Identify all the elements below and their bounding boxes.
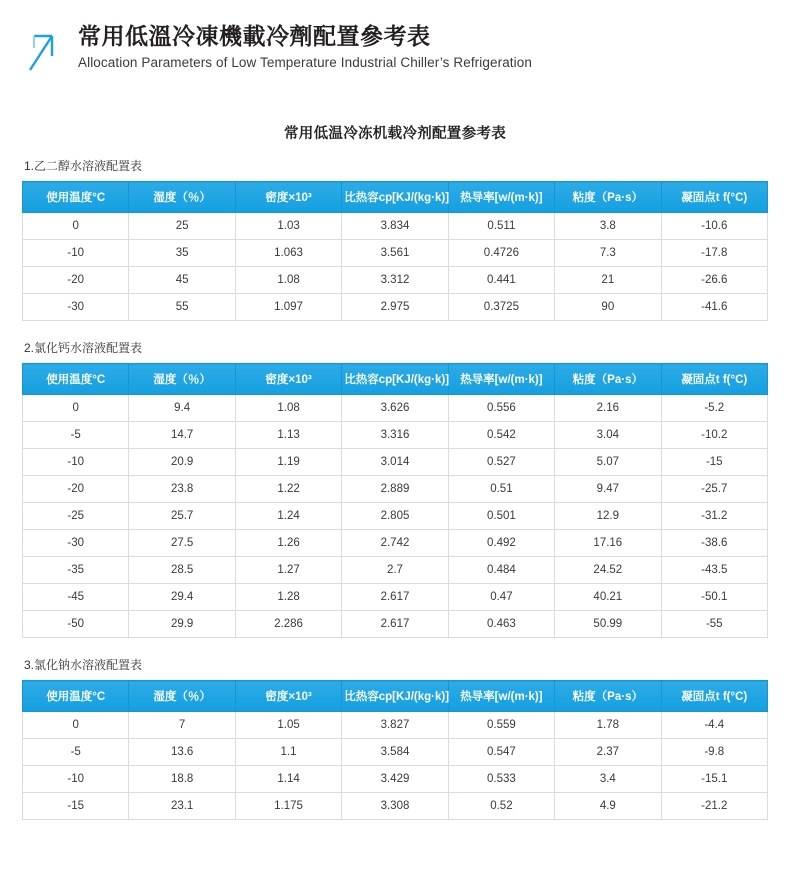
cell: -10 <box>23 449 129 476</box>
cell: -38.6 <box>661 530 767 557</box>
cell: 28.5 <box>129 557 235 584</box>
cell: 12.9 <box>555 503 661 530</box>
column-header-temperature: 使用温度°C <box>23 681 129 712</box>
cell: 1.78 <box>555 712 661 739</box>
document-title: 常用低温冷冻机载冷剂配置参考表 <box>284 126 506 142</box>
cell: 35 <box>129 240 235 267</box>
cell: 1.22 <box>235 476 341 503</box>
cell: 17.16 <box>555 530 661 557</box>
cell: 2.617 <box>342 584 448 611</box>
cell: -5 <box>23 739 129 766</box>
cell: 90 <box>555 294 661 321</box>
cell: 0.501 <box>448 503 554 530</box>
cell: -17.8 <box>661 240 767 267</box>
cell: -9.8 <box>661 739 767 766</box>
cell: 14.7 <box>129 422 235 449</box>
cell: 0.4726 <box>448 240 554 267</box>
cell: 40.21 <box>555 584 661 611</box>
table-row <box>23 712 768 739</box>
cell: -45 <box>23 584 129 611</box>
column-header-density: 密度×10³ <box>235 364 341 395</box>
cell: 25 <box>129 213 235 240</box>
cell: 0.3725 <box>448 294 554 321</box>
table-row <box>23 557 768 584</box>
cell: 29.4 <box>129 584 235 611</box>
cell: 20.9 <box>129 449 235 476</box>
column-header-temperature: 使用温度°C <box>23 182 129 213</box>
cell: 1.175 <box>235 793 341 820</box>
cell: 1.063 <box>235 240 341 267</box>
cell: 1.27 <box>235 557 341 584</box>
cell: 2.742 <box>342 530 448 557</box>
table-calcium-chloride <box>22 363 768 638</box>
column-header-density: 密度×10³ <box>235 182 341 213</box>
cell: 1.14 <box>235 766 341 793</box>
column-header-viscosity: 粘度（Pa·s） <box>555 681 661 712</box>
cell: 21 <box>555 267 661 294</box>
cell: 9.47 <box>555 476 661 503</box>
table-row <box>23 267 768 294</box>
cell: 29.9 <box>129 611 235 638</box>
cell: 7 <box>129 712 235 739</box>
cell: 2.37 <box>555 739 661 766</box>
cell: 50.99 <box>555 611 661 638</box>
column-header-freezing-point: 凝固点t f(°C) <box>661 364 767 395</box>
cell: 3.8 <box>555 213 661 240</box>
column-header-specific-heat: 比热容cp[KJ/(kg·k)] <box>342 182 448 213</box>
cell: 0.533 <box>448 766 554 793</box>
table-header-row <box>23 364 768 395</box>
cell: -55 <box>661 611 767 638</box>
column-header-conductivity: 热导率[w/(m·k)] <box>448 182 554 213</box>
cell: 0.463 <box>448 611 554 638</box>
cell: 0.527 <box>448 449 554 476</box>
cell: 0.492 <box>448 530 554 557</box>
cell: -43.5 <box>661 557 767 584</box>
cell: 24.52 <box>555 557 661 584</box>
cell: 23.1 <box>129 793 235 820</box>
cell: 3.429 <box>342 766 448 793</box>
cell: 4.9 <box>555 793 661 820</box>
cell: 55 <box>129 294 235 321</box>
table-header-row <box>23 182 768 213</box>
table-row <box>23 611 768 638</box>
column-header-specific-heat: 比热容cp[KJ/(kg·k)] <box>342 681 448 712</box>
table-row <box>23 395 768 422</box>
cell: -10.6 <box>661 213 767 240</box>
cell: -4.4 <box>661 712 767 739</box>
column-header-viscosity: 粘度（Pa·s） <box>555 182 661 213</box>
cell: -15 <box>23 793 129 820</box>
section-ethylene-glycol <box>22 157 768 321</box>
section-sodium-chloride <box>22 656 768 820</box>
cell: 3.312 <box>342 267 448 294</box>
cell: 1.28 <box>235 584 341 611</box>
cell: 0.47 <box>448 584 554 611</box>
section-title: 1.乙二醇水溶液配置表 <box>24 159 143 173</box>
cell: -5 <box>23 422 129 449</box>
cell: 27.5 <box>129 530 235 557</box>
page-content <box>0 122 790 820</box>
table-row <box>23 449 768 476</box>
table-row <box>23 476 768 503</box>
cell: -26.6 <box>661 267 767 294</box>
table-sodium-chloride <box>22 680 768 820</box>
table-row <box>23 503 768 530</box>
cell: 2.617 <box>342 611 448 638</box>
column-header-humidity: 湿度（％） <box>129 681 235 712</box>
cell: 5.07 <box>555 449 661 476</box>
table-row <box>23 294 768 321</box>
cell: 0.52 <box>448 793 554 820</box>
column-header-conductivity: 热导率[w/(m·k)] <box>448 364 554 395</box>
cell: 3.308 <box>342 793 448 820</box>
cell: 3.4 <box>555 766 661 793</box>
cell: 1.24 <box>235 503 341 530</box>
cell: 1.1 <box>235 739 341 766</box>
cell: -25.7 <box>661 476 767 503</box>
cell: -10 <box>23 240 129 267</box>
cell: -21.2 <box>661 793 767 820</box>
cell: -31.2 <box>661 503 767 530</box>
cell: 3.014 <box>342 449 448 476</box>
cell: 1.05 <box>235 712 341 739</box>
cell: -15.1 <box>661 766 767 793</box>
cell: 0.441 <box>448 267 554 294</box>
table-header-row <box>23 681 768 712</box>
cell: 1.097 <box>235 294 341 321</box>
cell: -30 <box>23 530 129 557</box>
cell: 0.559 <box>448 712 554 739</box>
cell: 1.26 <box>235 530 341 557</box>
cell: 2.805 <box>342 503 448 530</box>
cell: 18.8 <box>129 766 235 793</box>
table-row <box>23 766 768 793</box>
cell: 2.889 <box>342 476 448 503</box>
column-header-humidity: 湿度（％） <box>129 364 235 395</box>
cell: -20 <box>23 267 129 294</box>
cell: 7.3 <box>555 240 661 267</box>
section-calcium-chloride <box>22 339 768 638</box>
cell: 0 <box>23 395 129 422</box>
table-row <box>23 240 768 267</box>
column-header-humidity: 湿度（％） <box>129 182 235 213</box>
cell: 2.7 <box>342 557 448 584</box>
cell: 1.19 <box>235 449 341 476</box>
cell: 3.584 <box>342 739 448 766</box>
cell: 0.547 <box>448 739 554 766</box>
cell: 3.316 <box>342 422 448 449</box>
cell: -35 <box>23 557 129 584</box>
table-ethylene-glycol <box>22 181 768 321</box>
column-header-freezing-point: 凝固点t f(°C) <box>661 182 767 213</box>
cell: -30 <box>23 294 129 321</box>
cell: 13.6 <box>129 739 235 766</box>
cell: 2.16 <box>555 395 661 422</box>
table-row <box>23 739 768 766</box>
cell: 3.04 <box>555 422 661 449</box>
column-header-viscosity: 粘度（Pa·s） <box>555 364 661 395</box>
cell: 45 <box>129 267 235 294</box>
column-header-freezing-point: 凝固点t f(°C) <box>661 681 767 712</box>
cell: -15 <box>661 449 767 476</box>
cell: -50 <box>23 611 129 638</box>
table-row <box>23 530 768 557</box>
cell: -20 <box>23 476 129 503</box>
cell: 3.827 <box>342 712 448 739</box>
cell: 3.626 <box>342 395 448 422</box>
header-text-block <box>78 22 532 70</box>
column-header-temperature: 使用温度°C <box>23 364 129 395</box>
table-row <box>23 793 768 820</box>
cell: 1.08 <box>235 267 341 294</box>
cell: 1.03 <box>235 213 341 240</box>
cell: -10.2 <box>661 422 767 449</box>
page-subtitle: Allocation Parameters of Low Temperature Industrial Chiller’s Refrigeration <box>78 54 532 70</box>
cell: 0.542 <box>448 422 554 449</box>
cell: 0.511 <box>448 213 554 240</box>
cell: 23.8 <box>129 476 235 503</box>
column-header-conductivity: 热导率[w/(m·k)] <box>448 681 554 712</box>
cell: -5.2 <box>661 395 767 422</box>
section-title: 2.氯化钙水溶液配置表 <box>24 341 143 355</box>
column-header-specific-heat: 比热容cp[KJ/(kg·k)] <box>342 364 448 395</box>
cell: 3.561 <box>342 240 448 267</box>
cell: -41.6 <box>661 294 767 321</box>
cell: 9.4 <box>129 395 235 422</box>
cell: 3.834 <box>342 213 448 240</box>
cell: 2.975 <box>342 294 448 321</box>
table-row <box>23 213 768 240</box>
cell: 0 <box>23 213 129 240</box>
cell: 25.7 <box>129 503 235 530</box>
table-row <box>23 584 768 611</box>
cell: 0 <box>23 712 129 739</box>
table-row <box>23 422 768 449</box>
cell: 1.08 <box>235 395 341 422</box>
column-header-density: 密度×10³ <box>235 681 341 712</box>
cell: -50.1 <box>661 584 767 611</box>
section-title: 3.氯化钠水溶液配置表 <box>24 658 143 672</box>
cell: 0.51 <box>448 476 554 503</box>
cell: 0.556 <box>448 395 554 422</box>
cell: 1.13 <box>235 422 341 449</box>
cell: -10 <box>23 766 129 793</box>
page-header <box>0 0 790 78</box>
cell: 0.484 <box>448 557 554 584</box>
cell: -25 <box>23 503 129 530</box>
company-logo-icon <box>22 26 74 78</box>
page-title: 常用低溫冷凍機載冷劑配置參考表 <box>78 23 431 49</box>
cell: 2.286 <box>235 611 341 638</box>
